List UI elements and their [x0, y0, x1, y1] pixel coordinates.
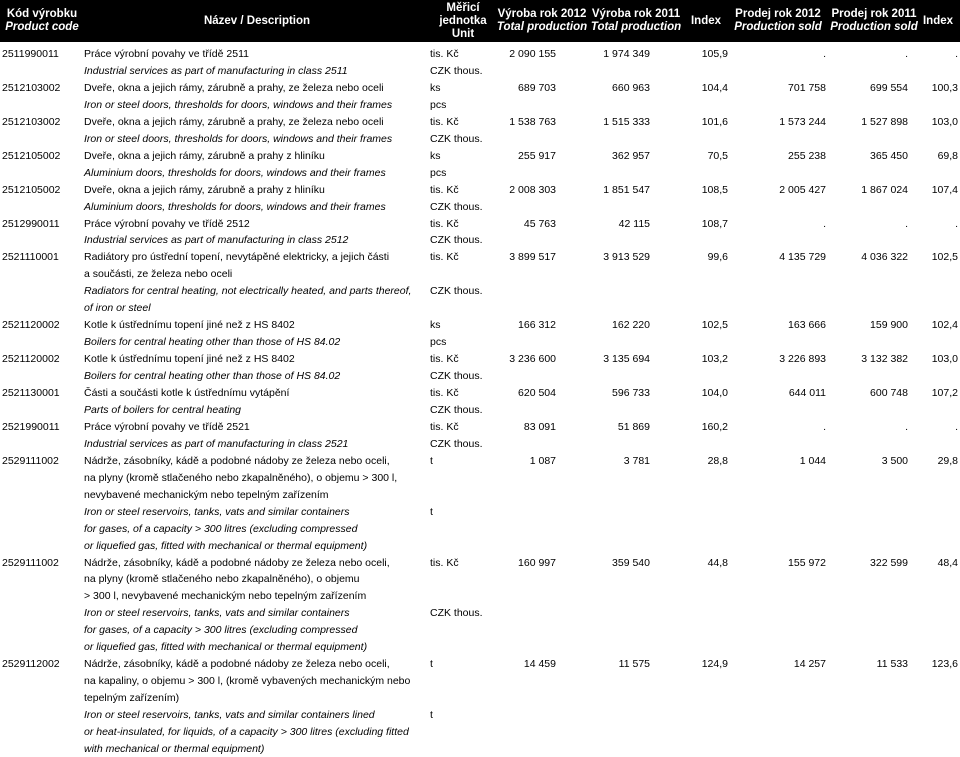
product-code: 2529112002	[2, 658, 60, 671]
sold-index: 103,0	[931, 115, 958, 128]
production-2012: 620 504	[518, 387, 556, 399]
unit: CZK thous.	[430, 370, 483, 383]
product-code: 2521120002	[2, 353, 60, 366]
production-index: 124,9	[701, 658, 728, 671]
description-en: Boilers for central heating other than those of HS 84.02	[84, 336, 341, 349]
row-line	[0, 114, 960, 130]
unit: CZK thous.	[430, 403, 483, 416]
production-2012: 2 008 303	[509, 183, 556, 196]
header-index-production	[684, 0, 728, 42]
description-en: Parts of boilers for central heating	[84, 403, 241, 416]
description-en: of iron or steel	[84, 302, 151, 315]
unit: t	[430, 658, 433, 671]
row-line	[0, 80, 960, 96]
header-index-sold	[916, 0, 960, 42]
sold-2012: 255 238	[788, 149, 826, 162]
production-2011: 660 963	[612, 81, 650, 94]
description-en: Iron or steel reservoirs, tanks, vats and similar containers	[84, 607, 350, 620]
sold-2011: 600 748	[870, 387, 908, 399]
row-line	[0, 707, 960, 723]
header-prod2011-en: Total production	[590, 21, 682, 33]
header-code-en: Product code	[5, 21, 79, 33]
unit: t	[430, 454, 433, 467]
unit: tis. Kč	[430, 420, 459, 433]
sold-index: .	[955, 217, 958, 230]
unit: tis. Kč	[430, 183, 459, 196]
product-code: 2512103002	[2, 81, 61, 94]
sold-2012: .	[823, 217, 826, 230]
description-cz: Práce výrobní povahy ve třídě 2512	[84, 217, 250, 230]
production-2011: 51 869	[617, 420, 650, 433]
row-line	[0, 97, 960, 113]
row-line	[0, 571, 960, 587]
production-2012: 1 087	[529, 454, 556, 467]
description-en: Industrial services as part of manufacturing in class 2511	[84, 64, 348, 77]
production-2012: 1 538 763	[509, 115, 556, 128]
description-en: Industrial services as part of manufacturing in class 2521	[84, 437, 349, 450]
description-en: Iron or steel doors, thresholds for doors, windows and their frames	[84, 98, 393, 111]
table-header	[0, 0, 960, 42]
row-line	[0, 504, 960, 520]
description-cz: Nádrže, zásobníky, kádě a podobné nádoby ze železa nebo oceli,	[84, 658, 390, 671]
unit: t	[430, 505, 433, 518]
description-en: or liquefied gas, fitted with mechanical or thermal equipment)	[84, 641, 368, 654]
row-line	[0, 453, 960, 469]
product-code: 2521130001	[2, 387, 60, 399]
row-line	[0, 470, 960, 486]
sold-2012: 644 011	[788, 387, 826, 399]
unit: tis. Kč	[430, 251, 459, 264]
production-2011: 3 135 694	[603, 353, 650, 366]
unit: CZK thous.	[430, 234, 483, 247]
description-en: Boilers for central heating other than those of HS 84.02	[84, 370, 341, 383]
row-line	[0, 334, 960, 350]
unit: t	[430, 709, 433, 722]
product-code: 2529111002	[2, 454, 59, 467]
sold-2011: 4 036 322	[861, 251, 908, 264]
product-code: 2521990011	[2, 420, 60, 433]
sold-2011: 365 450	[870, 149, 908, 162]
description-cz: nevybavené mechanickým nebo tepelným zařízením	[84, 488, 329, 501]
unit: pcs	[430, 166, 447, 179]
sold-index: 103,0	[931, 353, 958, 366]
production-2011: 3 913 529	[603, 251, 650, 264]
sold-2012: .	[823, 48, 826, 60]
sold-index: 69,8	[937, 149, 958, 162]
description-en: or heat-insulated, for liquids, of a capacity > 300 litres (excluding fitted	[84, 726, 409, 738]
sold-2012: 1 044	[799, 454, 826, 467]
sold-2011: 1 867 024	[861, 183, 908, 196]
row-line	[0, 131, 960, 147]
sold-2012: 3 226 893	[779, 353, 826, 366]
description-en: Iron or steel doors, thresholds for doors, windows and their frames	[84, 132, 393, 145]
production-2012: 14 459	[523, 658, 556, 671]
product-code: 2521120002	[2, 319, 60, 332]
row-line	[0, 63, 960, 79]
product-code: 2529111002	[2, 556, 59, 569]
sold-index: 102,4	[931, 319, 958, 332]
production-2011: 359 540	[612, 556, 650, 569]
description-cz: a součásti, ze železa nebo oceli	[84, 268, 233, 281]
production-2011: 362 957	[612, 149, 650, 162]
header-product-code	[0, 0, 84, 42]
header-prod2011-cz: Výroba rok 2011	[591, 8, 681, 20]
description-en: for gases, of a capacity > 300 litres (excluding compressed	[84, 522, 358, 535]
description-en: with mechanical or thermal equipment)	[84, 742, 265, 755]
row-line	[0, 588, 960, 604]
row-line	[0, 436, 960, 452]
unit: tis. Kč	[430, 387, 459, 399]
production-index: 44,8	[707, 556, 728, 569]
header-sold2011-cz: Prodej rok 2011	[831, 8, 917, 20]
sold-2012: 155 972	[788, 556, 826, 569]
production-2011: 596 733	[612, 387, 650, 399]
sold-2012: .	[823, 420, 826, 433]
sold-2011: 1 527 898	[861, 115, 908, 128]
production-2011: 1 974 349	[603, 48, 650, 60]
description-en: Iron or steel reservoirs, tanks, vats and similar containers lined	[84, 709, 375, 722]
description-cz: Dveře, okna a jejich rámy, zárubně a prahy, ze železa nebo oceli	[84, 81, 384, 94]
sold-index: 48,4	[937, 556, 958, 569]
description-cz: Kotle k ústřednímu topení jiné než z HS 8402	[84, 319, 295, 332]
production-2012: 2 090 155	[509, 48, 556, 60]
sold-2011: .	[905, 217, 908, 230]
unit: tis. Kč	[430, 556, 459, 569]
header-sold-2012	[728, 0, 828, 42]
row-line	[0, 232, 960, 248]
description-cz: Dveře, okna a jejich rámy, zárubně a prahy z hliníku	[84, 183, 325, 196]
sold-index: .	[955, 48, 958, 60]
header-prod2012-cz: Výroba rok 2012	[497, 8, 587, 20]
unit: tis. Kč	[430, 353, 459, 366]
unit: ks	[430, 149, 441, 162]
unit: ks	[430, 81, 441, 94]
row-line	[0, 368, 960, 384]
production-2012: 3 236 600	[509, 353, 556, 366]
row-line	[0, 521, 960, 537]
row-line	[0, 148, 960, 164]
header-production-2011	[586, 0, 686, 42]
sold-2012: 1 573 244	[779, 115, 826, 128]
production-2012: 255 917	[518, 149, 556, 162]
row-line	[0, 673, 960, 689]
row-line	[0, 351, 960, 367]
unit: CZK thous.	[430, 64, 483, 77]
product-code: 2511990011	[2, 48, 59, 60]
production-index: 108,5	[701, 183, 728, 196]
production-2012: 45 763	[523, 217, 556, 230]
unit: pcs	[430, 98, 447, 111]
row-line	[0, 402, 960, 418]
production-2012: 166 312	[518, 319, 556, 332]
row-line	[0, 165, 960, 181]
sold-2012: 14 257	[793, 658, 826, 671]
header-index2-label: Index	[922, 14, 954, 27]
header-description	[84, 0, 430, 42]
production-index: 104,4	[701, 81, 728, 94]
sold-2011: 3 500	[881, 454, 908, 467]
unit: tis. Kč	[430, 48, 459, 60]
sold-2011: 159 900	[870, 319, 908, 332]
production-2011: 42 115	[618, 217, 650, 230]
description-en: Aluminium doors, thresholds for doors, windows and their frames	[84, 166, 386, 179]
header-index1-label: Index	[690, 14, 722, 27]
row-line	[0, 266, 960, 282]
production-index: 105,9	[701, 48, 728, 60]
row-line	[0, 300, 960, 316]
row-line	[0, 724, 960, 740]
unit: tis. Kč	[430, 217, 459, 230]
sold-index: 102,5	[931, 251, 958, 264]
sold-2011: 3 132 382	[861, 353, 908, 366]
sold-index: 107,4	[931, 183, 958, 196]
description-cz: Radiátory pro ústřední topení, nevytápěné elektricky, a jejich části	[84, 251, 390, 264]
description-en: Radiators for central heating, not electrically heated, and parts thereof,	[84, 285, 412, 298]
description-en: or liquefied gas, fitted with mechanical or thermal equipment)	[84, 539, 368, 552]
description-cz: na kapaliny, o objemu > 300 l, (kromě vybavených mechanickým nebo	[84, 675, 411, 688]
header-sold-2011	[824, 0, 924, 42]
header-sold2012-cz: Prodej rok 2012	[735, 8, 821, 20]
row-line	[0, 538, 960, 554]
row-line	[0, 199, 960, 215]
production-2011: 162 220	[612, 319, 650, 332]
sold-index: .	[955, 420, 958, 433]
production-2011: 1 851 547	[603, 183, 650, 196]
production-index: 102,5	[701, 319, 728, 332]
unit: CZK thous.	[430, 437, 483, 450]
row-line	[0, 182, 960, 198]
production-2011: 11 575	[618, 658, 650, 671]
product-code: 2512103002	[2, 115, 61, 128]
sold-index: 29,8	[937, 454, 958, 467]
description-cz: > 300 l, nevybavené mechanickým nebo tepelným zařízením	[84, 590, 367, 603]
unit: CZK thous.	[430, 132, 483, 145]
header-unit-l1: Měřicí	[446, 1, 480, 14]
product-code: 2512105002	[2, 183, 61, 196]
product-code: 2521110001	[2, 251, 59, 264]
unit: CZK thous.	[430, 285, 483, 298]
description-en: Iron or steel reservoirs, tanks, vats and similar containers	[84, 505, 350, 518]
description-en: for gases, of a capacity > 300 litres (excluding compressed	[84, 624, 358, 637]
header-production-2012	[492, 0, 592, 42]
production-2011: 3 781	[623, 454, 650, 467]
description-cz: Kotle k ústřednímu topení jiné než z HS 8402	[84, 353, 295, 366]
description-cz: Práce výrobní povahy ve třídě 2511	[84, 48, 249, 60]
production-2012: 160 997	[518, 556, 556, 569]
product-code: 2512990011	[2, 217, 60, 230]
sold-2011: .	[905, 420, 908, 433]
sold-index: 123,6	[931, 658, 958, 671]
row-line	[0, 317, 960, 333]
row-line	[0, 249, 960, 265]
description-cz: na plyny (kromě stlačeného nebo zkapalněného), o objemu	[84, 573, 360, 586]
row-line	[0, 690, 960, 706]
row-line	[0, 605, 960, 621]
sold-index: 107,2	[931, 387, 958, 399]
header-prod2012-en: Total production	[496, 21, 588, 33]
row-line	[0, 216, 960, 232]
description-cz: tepelným zařízením)	[84, 692, 180, 705]
row-line	[0, 385, 960, 401]
row-line	[0, 487, 960, 503]
row-line	[0, 283, 960, 299]
header-unit-l2: jednotka	[439, 14, 487, 27]
production-2012: 3 899 517	[509, 251, 556, 264]
unit: ks	[430, 319, 441, 332]
sold-2011: .	[905, 48, 908, 60]
description-cz: na plyny (kromě stlačeného nebo zkapalněného), o objemu > 300 l,	[84, 471, 398, 484]
production-2011: 1 515 333	[603, 115, 650, 128]
production-index: 99,6	[707, 251, 728, 264]
description-cz: Části a součásti kotle k ústřednímu vytápění	[84, 387, 290, 399]
header-sold2012-en: Production sold	[734, 21, 822, 33]
sold-index: 100,3	[931, 81, 958, 94]
description-cz: Práce výrobní povahy ve třídě 2521	[84, 420, 250, 433]
sold-2011: 699 554	[870, 81, 908, 94]
sold-2011: 322 599	[870, 556, 908, 569]
sold-2012: 163 666	[788, 319, 826, 332]
row-line	[0, 555, 960, 571]
header-unit-l3: Unit	[451, 27, 475, 40]
header-code-cz: Kód výrobku	[6, 8, 78, 20]
description-en: Industrial services as part of manufacturing in class 2512	[84, 234, 349, 247]
sold-2011: 11 533	[876, 658, 908, 671]
row-line	[0, 46, 960, 62]
production-2012: 689 703	[518, 81, 556, 94]
sold-2012: 2 005 427	[779, 183, 826, 196]
sold-2012: 701 758	[788, 81, 826, 94]
description-cz: Nádrže, zásobníky, kádě a podobné nádoby ze železa nebo oceli,	[84, 556, 390, 569]
production-index: 108,7	[701, 217, 728, 230]
production-index: 70,5	[707, 149, 728, 162]
production-index: 104,0	[701, 387, 728, 399]
row-line	[0, 656, 960, 672]
header-name-label: Název / Description	[203, 14, 311, 27]
sold-2012: 4 135 729	[779, 251, 826, 264]
unit: CZK thous.	[430, 200, 483, 213]
unit: pcs	[430, 336, 447, 349]
unit: tis. Kč	[430, 115, 459, 128]
production-index: 101,6	[701, 115, 728, 128]
unit: CZK thous.	[430, 607, 483, 620]
header-sold2011-en: Production sold	[830, 21, 918, 33]
product-code: 2512105002	[2, 149, 61, 162]
production-2012: 83 091	[523, 420, 556, 433]
row-line	[0, 639, 960, 655]
row-line	[0, 419, 960, 435]
description-cz: Dveře, okna a jejich rámy, zárubně a prahy z hliníku	[84, 149, 325, 162]
description-cz: Nádrže, zásobníky, kádě a podobné nádoby ze železa nebo oceli,	[84, 454, 390, 467]
production-index: 28,8	[707, 454, 728, 467]
description-cz: Dveře, okna a jejich rámy, zárubně a prahy, ze železa nebo oceli	[84, 115, 384, 128]
row-line	[0, 741, 960, 757]
production-index: 160,2	[701, 420, 728, 433]
production-index: 103,2	[701, 353, 728, 366]
header-unit	[430, 0, 496, 42]
description-en: Aluminium doors, thresholds for doors, windows and their frames	[84, 200, 386, 213]
